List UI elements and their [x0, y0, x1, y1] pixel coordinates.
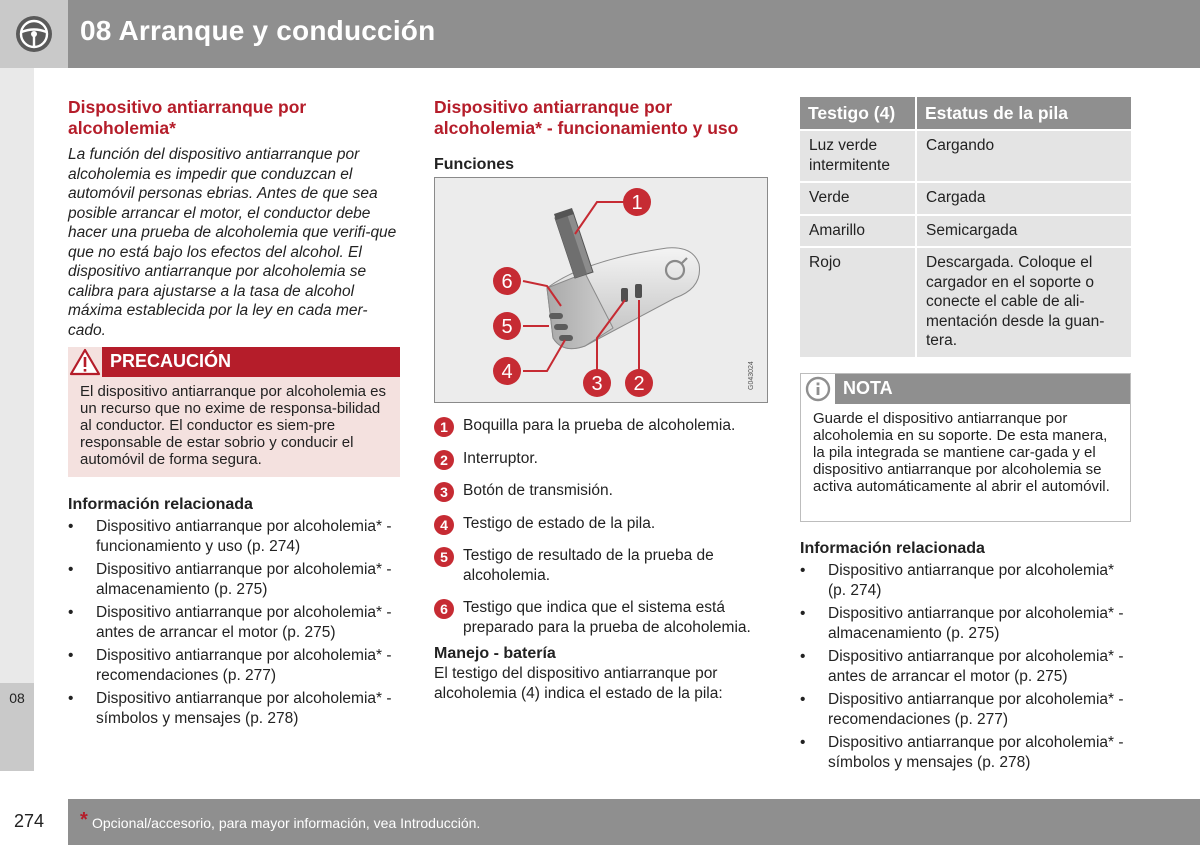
- figure-code: G043024: [748, 361, 755, 390]
- battery-heading: Manejo - batería: [434, 645, 556, 662]
- battery-text: El testigo del dispositivo antiarranque por alcoholemia (4) indica el estado de la pila:: [434, 665, 723, 702]
- table-row: Verde Cargada: [800, 182, 1131, 215]
- middle-column-top: [434, 97, 768, 175]
- related-link[interactable]: • Dispositivo antiarranque por alcoholemia* - símbolos y mensajes (p. 278): [68, 690, 392, 727]
- right-related: [800, 539, 1132, 776]
- warning-title: PRECAUCIÓN: [110, 351, 232, 371]
- section-heading: Dispositivo antiarranque por alcoholemia*: [68, 97, 307, 138]
- related-heading: Información relacionada: [68, 496, 253, 513]
- page-footer: [68, 799, 1200, 845]
- svg-text:4: 4: [501, 361, 513, 383]
- related-link[interactable]: • Dispositivo antiarranque por alcoholemia* - símbolos y mensajes (p. 278): [800, 734, 1124, 771]
- table-row: Luz verde intermitente Cargando: [800, 130, 1131, 182]
- list-item: 1 Boquilla para la prueba de alcoholemia.: [434, 416, 768, 436]
- chapter-strip: [0, 68, 34, 771]
- warning-triangle-icon: [68, 347, 102, 377]
- svg-text:2: 2: [633, 373, 645, 395]
- chapter-tab-label: 08: [9, 690, 25, 706]
- table-header: Testigo (4): [800, 97, 916, 130]
- numbered-list: [434, 416, 768, 650]
- note-title: NOTA: [843, 378, 893, 398]
- table-row: Rojo Descargada. Coloque el cargador en el soporte o conecte el cable de ali-mentación desde la guan-tera.: [800, 247, 1131, 357]
- svg-text:6: 6: [501, 271, 513, 293]
- intro-paragraph: La función del dispositivo antiarranque por alcoholemia es impedir que conduzcan el automóvil personas ebrias. Antes de que sea posible arrancar el motor, el conductor debe hacer una prueba de alcoholemia que verifi-que que no está bajo los efectos del alcohol. El dispositivo antiarranque por alcoholemia se calibra para ajustarse a la tasa de alcohol máxima establecida por la ley en cada mer-cado.: [68, 146, 397, 339]
- related-link[interactable]: • Dispositivo antiarranque por alcoholemia* - antes de arrancar el motor (p. 275): [800, 648, 1124, 685]
- list-item: 6 Testigo que indica que el sistema está preparado para la prueba de alcoholemia.: [434, 598, 768, 637]
- warning-text: El dispositivo antiarranque por alcoholemia es un recurso que no exime de responsa-bilidad al conductor. El conductor es siem-pre responsable de estar sobrio y conducir el automóvil de forma segura.: [80, 383, 387, 468]
- related-link[interactable]: • Dispositivo antiarranque por alcoholemia* - recomendaciones (p. 277): [68, 647, 392, 684]
- page-header: [68, 0, 1200, 68]
- related-link[interactable]: • Dispositivo antiarranque por alcoholemia* - funcionamiento y uso (p. 274): [68, 518, 392, 555]
- svg-text:5: 5: [501, 316, 513, 338]
- left-column: [68, 97, 400, 340]
- breathalyzer-illustration: [435, 178, 767, 402]
- callout-6: [493, 267, 521, 295]
- related-link[interactable]: • Dispositivo antiarranque por alcoholemia* - antes de arrancar el motor (p. 275): [68, 604, 392, 641]
- note-text: Guarde el dispositivo antiarranque por alcoholemia en su soporte. De esta manera, la pila integrada se mantiene car-gada y el dispositivo antiarranque por alcoholemia se activa automáticamente al abrir el automóvil.: [813, 410, 1110, 495]
- table-row: Amarillo Semicargada: [800, 215, 1131, 248]
- header-icon-area: [0, 0, 68, 68]
- left-related: [68, 495, 400, 732]
- section-heading: Dispositivo antiarranque por alcoholemia* - funcionamiento y uso: [434, 97, 739, 138]
- page-number: 274: [14, 811, 45, 831]
- device-figure: [434, 177, 768, 403]
- related-link[interactable]: • Dispositivo antiarranque por alcoholemia* (p. 274): [800, 562, 1115, 599]
- footnote-star: *: [80, 809, 88, 831]
- callout-1: [623, 188, 651, 216]
- related-link[interactable]: • Dispositivo antiarranque por alcoholemia* - almacenamiento (p. 275): [68, 561, 392, 598]
- callout-5: [493, 312, 521, 340]
- note-header: [801, 374, 1130, 404]
- footnote-text: Opcional/accesorio, para mayor información, vea Introducción.: [92, 815, 481, 831]
- list-item: 3 Botón de transmisión.: [434, 481, 768, 501]
- svg-text:1: 1: [631, 192, 643, 214]
- list-item: 2 Interruptor.: [434, 449, 768, 469]
- svg-text:3: 3: [591, 373, 603, 395]
- info-icon: [801, 374, 835, 404]
- callout-4: [493, 357, 521, 385]
- warning-header: [68, 347, 400, 377]
- table-header: Estatus de la pila: [916, 97, 1131, 130]
- battery-section: [434, 644, 768, 703]
- list-item: 4 Testigo de estado de la pila.: [434, 514, 768, 534]
- warning-box: [68, 347, 400, 477]
- related-list: [68, 517, 400, 728]
- related-heading: Información relacionada: [800, 540, 985, 557]
- list-item: 5 Testigo de resultado de la prueba de alcoholemia.: [434, 546, 768, 585]
- functions-heading: Funciones: [434, 156, 515, 173]
- battery-status-table: [800, 97, 1131, 357]
- page-title: 08 Arranque y conducción: [80, 15, 436, 46]
- callout-2: [625, 369, 653, 397]
- related-link[interactable]: • Dispositivo antiarranque por alcoholemia* - recomendaciones (p. 277): [800, 691, 1124, 728]
- related-list: [800, 561, 1132, 772]
- steering-wheel-icon: [14, 14, 54, 54]
- related-link[interactable]: • Dispositivo antiarranque por alcoholemia* - almacenamiento (p. 275): [800, 605, 1124, 642]
- callout-3: [583, 369, 611, 397]
- note-box: [800, 373, 1131, 522]
